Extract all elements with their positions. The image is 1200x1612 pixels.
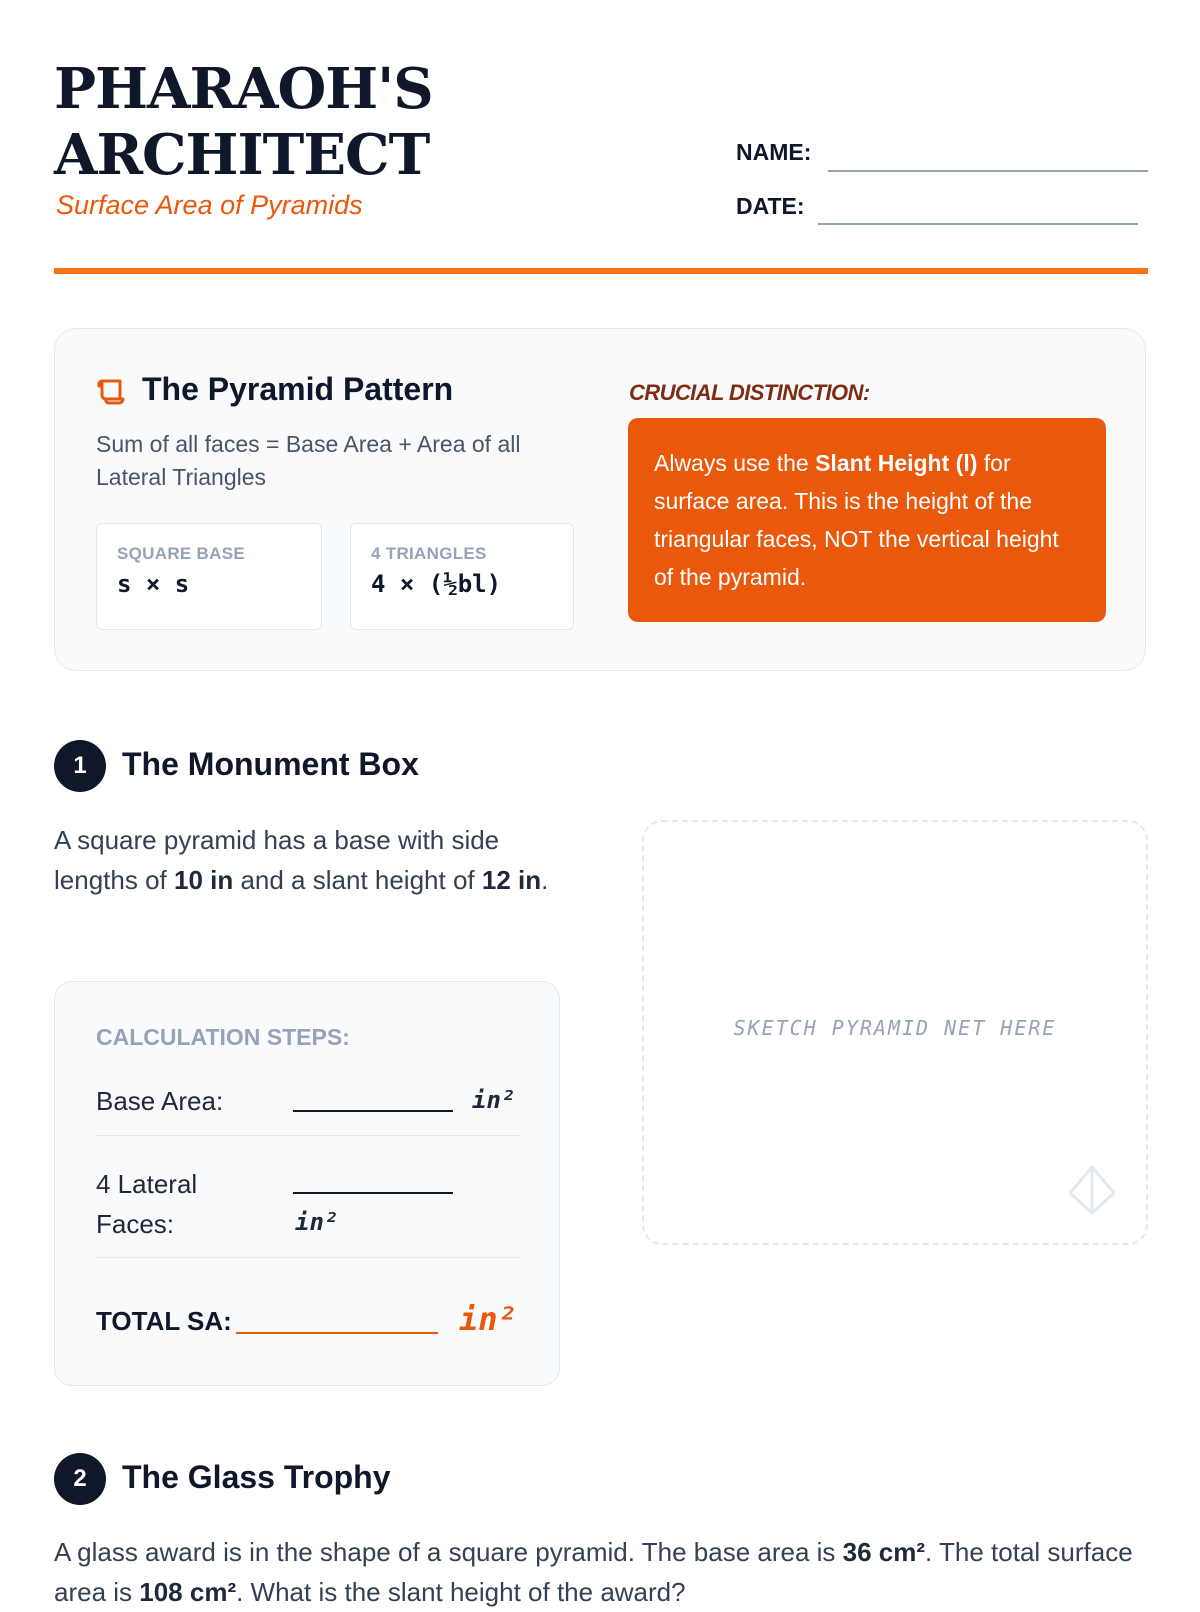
square-base-box xyxy=(96,523,322,630)
problem-2-title: The Glass Trophy xyxy=(122,1459,391,1495)
base-area-unit: in² xyxy=(472,1086,516,1114)
pattern-title: The Pyramid Pattern xyxy=(142,371,454,407)
divider xyxy=(96,1257,520,1258)
lateral-faces-unit: in² xyxy=(295,1208,339,1236)
problem-2-text: A glass award is in the shape of a square pyramid. The base area is 36 cm². The total surface area is 108 cm². What is the slant height of the award? xyxy=(54,1537,1133,1607)
square-base-formula: s × s xyxy=(117,570,190,598)
crucial-label: CRUCIAL DISTINCTION: xyxy=(629,380,870,405)
crucial-callout xyxy=(628,418,1106,622)
problem-1-text: A square pyramid has a base with side lengths of 10 in and a slant height of 12 in. xyxy=(54,825,549,895)
triangles-formula: 4 × (½bl) xyxy=(371,570,502,598)
lateral-faces-label: 4 Lateral Faces: xyxy=(96,1169,198,1239)
name-label: NAME: xyxy=(736,139,812,165)
total-sa-blank[interactable] xyxy=(236,1332,438,1334)
triangles-box xyxy=(350,523,574,630)
scroll-icon xyxy=(96,377,128,407)
calculation-heading: CALCULATION STEPS: xyxy=(96,1024,350,1050)
total-sa-unit: in² xyxy=(459,1300,517,1338)
base-area-label: Base Area: xyxy=(96,1086,224,1116)
square-base-label: SQUARE BASE xyxy=(117,544,245,563)
sketch-label: SKETCH PYRAMID NET HERE xyxy=(733,1016,1057,1040)
pattern-description: Sum of all faces = Base Area + Area of all Lateral Triangles xyxy=(96,431,521,490)
pyramid-icon xyxy=(1066,1163,1118,1217)
triangles-label: 4 TRIANGLES xyxy=(371,544,487,563)
crucial-text-post: for surface area. This is the height of the triangular faces, NOT the vertical height of the pyramid. xyxy=(654,450,1059,590)
date-field[interactable] xyxy=(818,223,1138,225)
problem-1-title: The Monument Box xyxy=(122,746,419,782)
crucial-text-bold: Slant Height (l) xyxy=(815,450,978,476)
problem-1-number: 1 xyxy=(54,740,106,792)
total-sa-label: TOTAL SA: xyxy=(96,1306,232,1336)
problem-2-number: 2 xyxy=(54,1453,106,1505)
worksheet-title: PHARAOH'S ARCHITECT xyxy=(54,56,433,188)
base-area-blank[interactable] xyxy=(293,1110,453,1112)
date-label: DATE: xyxy=(736,193,805,219)
divider xyxy=(96,1135,520,1136)
worksheet-subtitle: Surface Area of Pyramids xyxy=(56,190,363,220)
header-divider xyxy=(54,268,1148,274)
name-field[interactable] xyxy=(828,170,1148,172)
crucial-text-pre: Always use the xyxy=(654,450,816,476)
lateral-faces-blank[interactable] xyxy=(293,1192,453,1194)
